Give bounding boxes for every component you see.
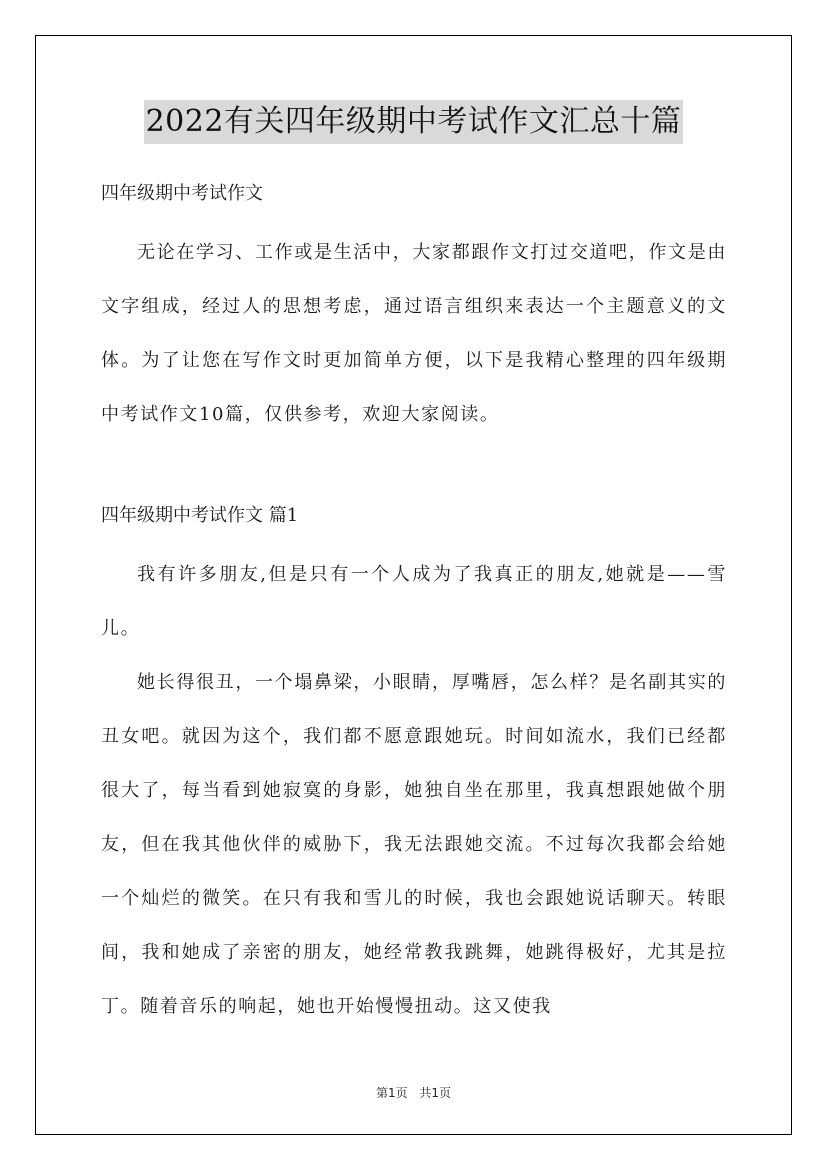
section-spacer [101, 442, 727, 494]
intro-paragraph: 无论在学习、工作或是生活中，大家都跟作文打过交道吧，作文是由文字组成，经过人的思想考虑，通过语言组织来表达一个主题意义的文体。为了让您在写作文时更加简单方便，以下是我精心整理的四年级期中考试作文10篇，仅供参考，欢迎大家阅读。 [101, 242, 727, 425]
document-body [101, 172, 727, 1034]
page-total: 共1页 [419, 1086, 452, 1100]
section-heading: 四年级期中考试作文 篇1 [101, 505, 299, 526]
title-container [0, 100, 827, 144]
body-paragraph: 我有许多朋友,但是只有一个人成为了我真正的朋友,她就是——雪儿。 [101, 564, 727, 639]
page-footer [0, 1084, 827, 1101]
intro-heading: 四年级期中考试作文 [101, 183, 263, 204]
page-number: 第1页 [375, 1086, 408, 1100]
body-paragraph: 她长得很丑，一个塌鼻梁，小眼睛，厚嘴唇，怎么样？是名副其实的丑女吧。就因为这个，我们都不愿意跟她玩。时间如流水，我们已经都很大了，每当看到她寂寞的身影，她独自坐在那里，我真想跟她做个朋友，但在我其他伙伴的威胁下，我无法跟她交流。不过每次我都会给她一个灿烂的微笑。在只有我和雪儿的时候，我也会跟她说话聊天。转眼间，我和她成了亲密的朋友，她经常教我跳舞，她跳得极好，尤其是拉丁。随着音乐的响起，她也开始慢慢扭动。这又使我 [101, 672, 727, 1017]
document-title: 2022有关四年级期中考试作文汇总十篇 [144, 100, 684, 144]
